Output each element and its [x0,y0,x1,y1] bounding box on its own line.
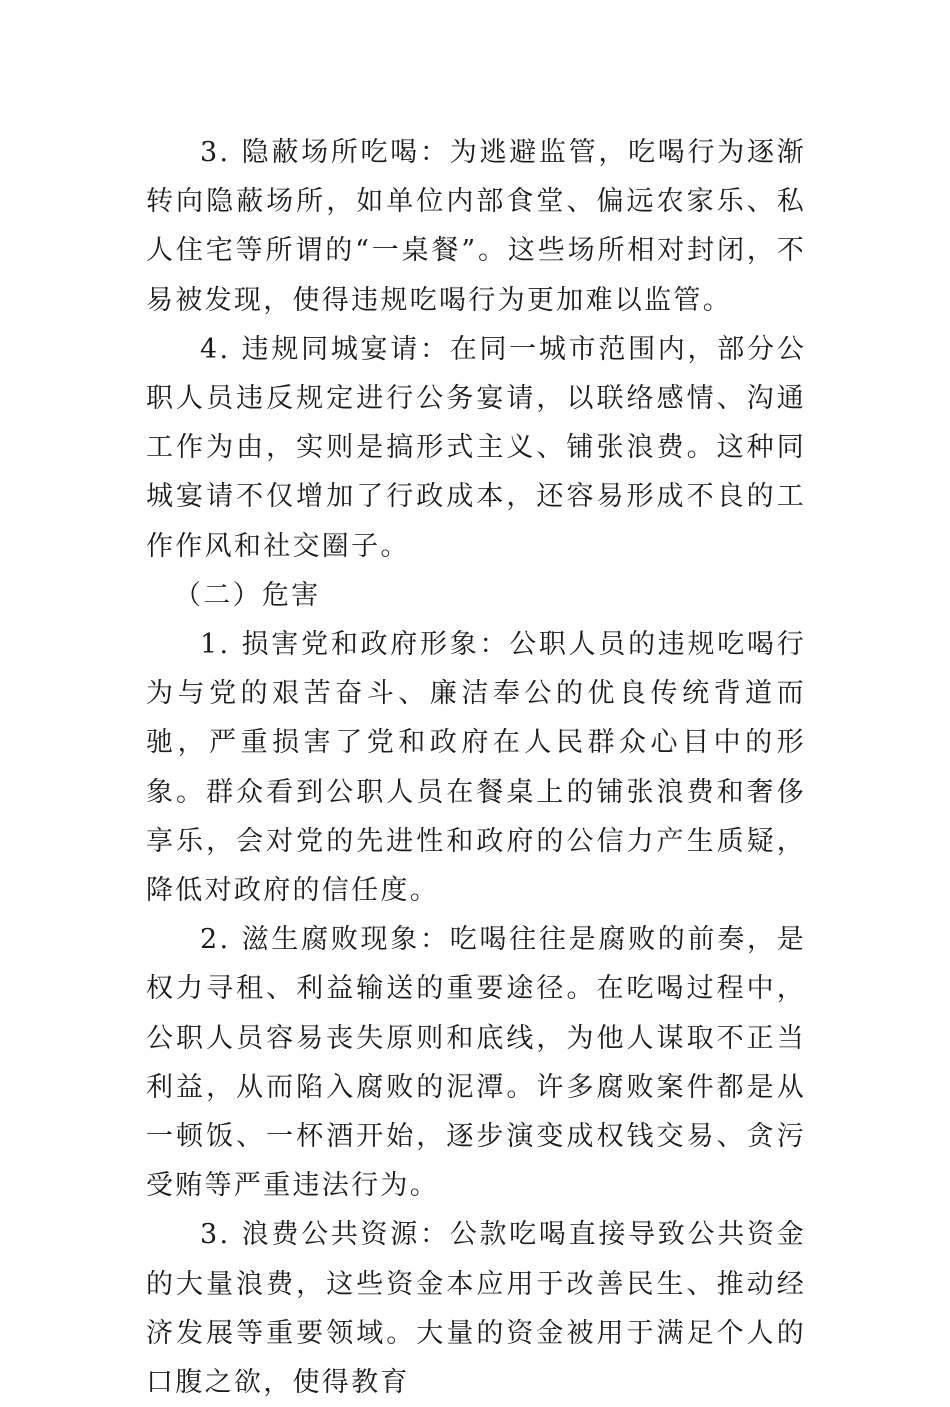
paragraph-same-city-banquets: 4. 违规同城宴请：在同一城市范围内，部分公职人员违反规定进行公务宴请，以联络感情、沟通工作为由，实则是搞形式主义、铺张浪费。这种同城宴请不仅增加了行政成本，还容易形成不良的工作作风和社交圈子。 [146,333,806,562]
paragraph-breed-corruption: 2. 滋生腐败现象：吃喝往往是腐败的前奏，是权力寻租、利益输送的重要途径。在吃喝过程中，公职人员容易丧失原则和底线，为他人谋取不正当利益，从而陷入腐败的泥潭。许多腐败案件都是从一顿饭、一杯酒开始，逐步演变成权钱交易、贪污受贿等严重违法行为。 [146,924,806,1202]
paragraph-hidden-venues: 3. 隐蔽场所吃喝：为逃避监管，吃喝行为逐渐转向隐蔽场所，如单位内部食堂、偏远农家乐、私人住宅等所谓的“一桌餐”。这些场所相对封闭，不易被发现，使得违规吃喝行为更加难以监管。 [146,137,806,316]
document-body [146,128,806,1407]
paragraph-damage-image: 1. 损害党和政府形象：公职人员的违规吃喝行为与党的艰苦奋斗、廉洁奉公的优良传统背道而驰，严重损害了党和政府在人民群众心目中的形象。群众看到公职人员在餐桌上的铺张浪费和奢侈享乐，会对党的先进性和政府的公信力产生质疑，降低对政府的信任度。 [146,629,806,907]
paragraph-waste-resources: 3. 浪费公共资源：公款吃喝直接导致公共资金的大量浪费，这些资金本应用于改善民生、推动经济发展等重要领域。大量的资金被用于满足个人的口腹之欲，使得教育 [146,1219,806,1399]
section-heading-harms: （二）危害 [174,579,321,611]
